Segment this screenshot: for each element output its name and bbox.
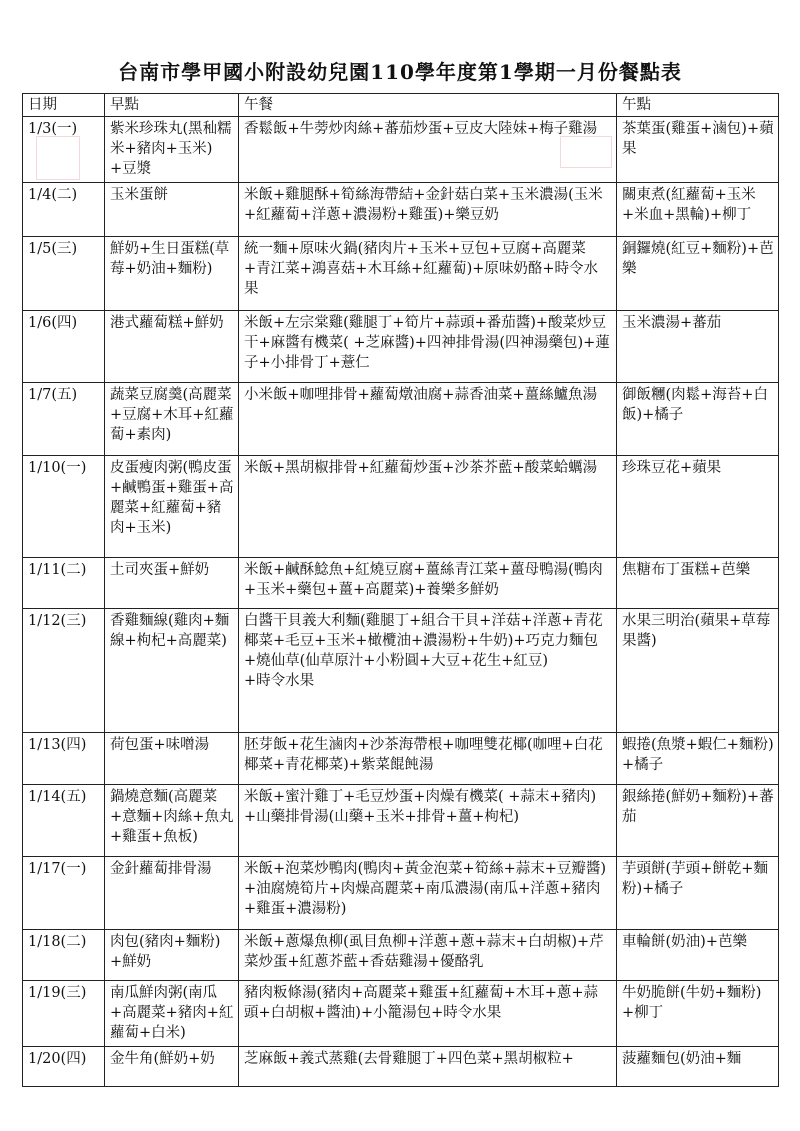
cell-snack: 芋頭餅(芋頭+餅乾+麵粉)+橘子 bbox=[617, 857, 779, 930]
cell-breakfast: 鮮奶+生日蛋糕(草莓+奶油+麵粉) bbox=[105, 237, 239, 311]
cell-date: 1/4(二) bbox=[23, 183, 105, 237]
header-snack: 午點 bbox=[617, 94, 779, 117]
cell-breakfast: 肉包(豬肉+麵粉)+鮮奶 bbox=[105, 930, 239, 981]
cell-snack: 關東煮(紅蘿蔔+玉米+米血+黑輪)+柳丁 bbox=[617, 183, 779, 237]
table-row bbox=[23, 311, 779, 383]
header-lunch: 午餐 bbox=[239, 94, 617, 117]
cell-snack: 水果三明治(蘋果+草莓果醬) bbox=[617, 609, 779, 733]
cell-date: 1/14(五) bbox=[23, 785, 105, 857]
cell-snack: 銀絲捲(鮮奶+麵粉)+蕃茄 bbox=[617, 785, 779, 857]
table-row bbox=[23, 733, 779, 785]
header-breakfast: 早點 bbox=[105, 94, 239, 117]
cell-date: 1/13(四) bbox=[23, 733, 105, 785]
table-row bbox=[23, 117, 779, 183]
cell-date: 1/6(四) bbox=[23, 311, 105, 383]
table-row bbox=[23, 183, 779, 237]
cell-breakfast: 金針蘿蔔排骨湯 bbox=[105, 857, 239, 930]
cell-breakfast: 紫米珍珠丸(黑秈糯米+豬肉+玉米)+豆漿 bbox=[105, 117, 239, 183]
table-row bbox=[23, 609, 779, 733]
cell-lunch: 米飯+雞腿酥+筍絲海帶結+金針菇白菜+玉米濃湯(玉米+紅蘿蔔+洋蔥+濃湯粉+雞蛋)+樂豆奶 bbox=[239, 183, 617, 237]
cell-breakfast: 金牛角(鮮奶+奶 bbox=[105, 1047, 239, 1087]
cell-snack: 銅鑼燒(紅豆+麵粉)+芭樂 bbox=[617, 237, 779, 311]
table-row bbox=[23, 930, 779, 981]
table-row bbox=[23, 456, 779, 558]
cell-snack: 車輪餅(奶油)+芭樂 bbox=[617, 930, 779, 981]
cell-lunch: 胚芽飯+花生滷肉+沙茶海帶根+咖哩雙花椰(咖哩+白花椰菜+青花椰菜)+紫菜餛飩湯 bbox=[239, 733, 617, 785]
cell-lunch: 米飯+泡菜炒鴨肉(鴨肉+黃金泡菜+筍絲+蒜末+豆瓣醬)+油腐燒筍片+肉燥高麗菜+南瓜濃湯(南瓜+洋蔥+豬肉+雞蛋+濃湯粉) bbox=[239, 857, 617, 930]
cell-date: 1/10(一) bbox=[23, 456, 105, 558]
cell-lunch: 米飯+蜜汁雞丁+毛豆炒蛋+肉燥有機菜( +蒜末+豬肉)+山藥排骨湯(山藥+玉米+排骨+薑+枸杞) bbox=[239, 785, 617, 857]
cell-date: 1/20(四) bbox=[23, 1047, 105, 1087]
cell-date: 1/12(三) bbox=[23, 609, 105, 733]
cell-lunch: 芝麻飯+義式蒸雞(去骨雞腿丁+四色菜+黑胡椒粒+ bbox=[239, 1047, 617, 1087]
cell-lunch: 米飯+蔥爆魚柳(虱目魚柳+洋蔥+蔥+蒜末+白胡椒)+芹菜炒蛋+紅蔥芥藍+香菇雞湯+優酪乳 bbox=[239, 930, 617, 981]
cell-snack: 珍珠豆花+蘋果 bbox=[617, 456, 779, 558]
cell-breakfast: 玉米蛋餅 bbox=[105, 183, 239, 237]
table-row bbox=[23, 237, 779, 311]
cell-lunch: 米飯+黑胡椒排骨+紅蘿蔔炒蛋+沙茶芥藍+酸菜蛤蠣湯 bbox=[239, 456, 617, 558]
cell-lunch: 小米飯+咖哩排骨+蘿蔔燉油腐+蒜香油菜+薑絲鱸魚湯 bbox=[239, 383, 617, 456]
table-row bbox=[23, 558, 779, 609]
cell-lunch: 米飯+鹹酥鯰魚+紅燒豆腐+薑絲青江菜+薑母鴨湯(鴨肉+玉米+藥包+薑+高麗菜)+養樂多鮮奶 bbox=[239, 558, 617, 609]
cell-date: 1/7(五) bbox=[23, 383, 105, 456]
cell-breakfast: 皮蛋瘦肉粥(鴨皮蛋+鹹鴨蛋+雞蛋+高麗菜+紅蘿蔔+豬肉+玉米) bbox=[105, 456, 239, 558]
cell-lunch: 香鬆飯+牛蒡炒肉絲+蕃茄炒蛋+豆皮大陸妹+梅子雞湯 bbox=[239, 117, 617, 183]
cell-breakfast: 香雞麵線(雞肉+麵線+枸杞+高麗菜) bbox=[105, 609, 239, 733]
table-header-row bbox=[23, 94, 779, 117]
cell-lunch: 豬肉粄條湯(豬肉+高麗菜+雞蛋+紅蘿蔔+木耳+蔥+蒜頭+白胡椒+醬油)+小籠湯包+時令水果 bbox=[239, 981, 617, 1047]
cell-date: 1/11(二) bbox=[23, 558, 105, 609]
cell-date: 1/18(二) bbox=[23, 930, 105, 981]
cell-snack: 玉米濃湯+蕃茄 bbox=[617, 311, 779, 383]
cell-breakfast: 土司夾蛋+鮮奶 bbox=[105, 558, 239, 609]
cell-snack: 牛奶脆餅(牛奶+麵粉)+柳丁 bbox=[617, 981, 779, 1047]
page-title: 台南市學甲國小附設幼兒園110學年度第1學期一月份餐點表 bbox=[118, 60, 682, 84]
table-row bbox=[23, 981, 779, 1047]
table-row bbox=[23, 785, 779, 857]
cell-breakfast: 荷包蛋+味噌湯 bbox=[105, 733, 239, 785]
cell-date: 1/17(一) bbox=[23, 857, 105, 930]
cell-date: 1/5(三) bbox=[23, 237, 105, 311]
table-row bbox=[23, 383, 779, 456]
cell-date: 1/3(一) bbox=[23, 117, 105, 183]
meal-schedule-table bbox=[22, 93, 779, 1087]
cell-lunch: 統一麵+原味火鍋(豬肉片+玉米+豆包+豆腐+高麗菜+青江菜+鴻喜菇+木耳絲+紅蘿蔔)+原味奶酪+時令水果 bbox=[239, 237, 617, 311]
cell-snack: 茶葉蛋(雞蛋+滷包)+蘋果 bbox=[617, 117, 779, 183]
cell-breakfast: 南瓜鮮肉粥(南瓜+高麗菜+豬肉+紅蘿蔔+白米) bbox=[105, 981, 239, 1047]
cell-breakfast: 港式蘿蔔糕+鮮奶 bbox=[105, 311, 239, 383]
cell-snack: 焦糖布丁蛋糕+芭樂 bbox=[617, 558, 779, 609]
cell-lunch: 米飯+左宗棠雞(雞腿丁+筍片+蒜頭+番茄醬)+酸菜炒豆干+麻醬有機菜( +芝麻醬)+四神排骨湯(四神湯藥包)+蓮子+小排骨丁+薏仁 bbox=[239, 311, 617, 383]
cell-breakfast: 蔬菜豆腐羹(高麗菜+豆腐+木耳+紅蘿蔔+素肉) bbox=[105, 383, 239, 456]
cell-snack: 御飯糰(肉鬆+海苔+白飯)+橘子 bbox=[617, 383, 779, 456]
table-body bbox=[23, 117, 779, 1087]
cell-date: 1/19(三) bbox=[23, 981, 105, 1047]
table-row bbox=[23, 1047, 779, 1087]
header-date: 日期 bbox=[23, 94, 105, 117]
cell-snack: 蝦捲(魚漿+蝦仁+麵粉)+橘子 bbox=[617, 733, 779, 785]
cell-snack: 菠蘿麵包(奶油+麵 bbox=[617, 1047, 779, 1087]
cell-breakfast: 鍋燒意麵(高麗菜+意麵+肉絲+魚丸+雞蛋+魚板) bbox=[105, 785, 239, 857]
table-row bbox=[23, 857, 779, 930]
cell-lunch: 白醬干貝義大利麵(雞腿丁+組合干貝+洋菇+洋蔥+青花椰菜+毛豆+玉米+橄欖油+濃湯粉+牛奶)+巧克力麵包+燒仙草(仙草原汁+小粉圓+大豆+花生+紅豆) +時令水果 bbox=[239, 609, 617, 733]
